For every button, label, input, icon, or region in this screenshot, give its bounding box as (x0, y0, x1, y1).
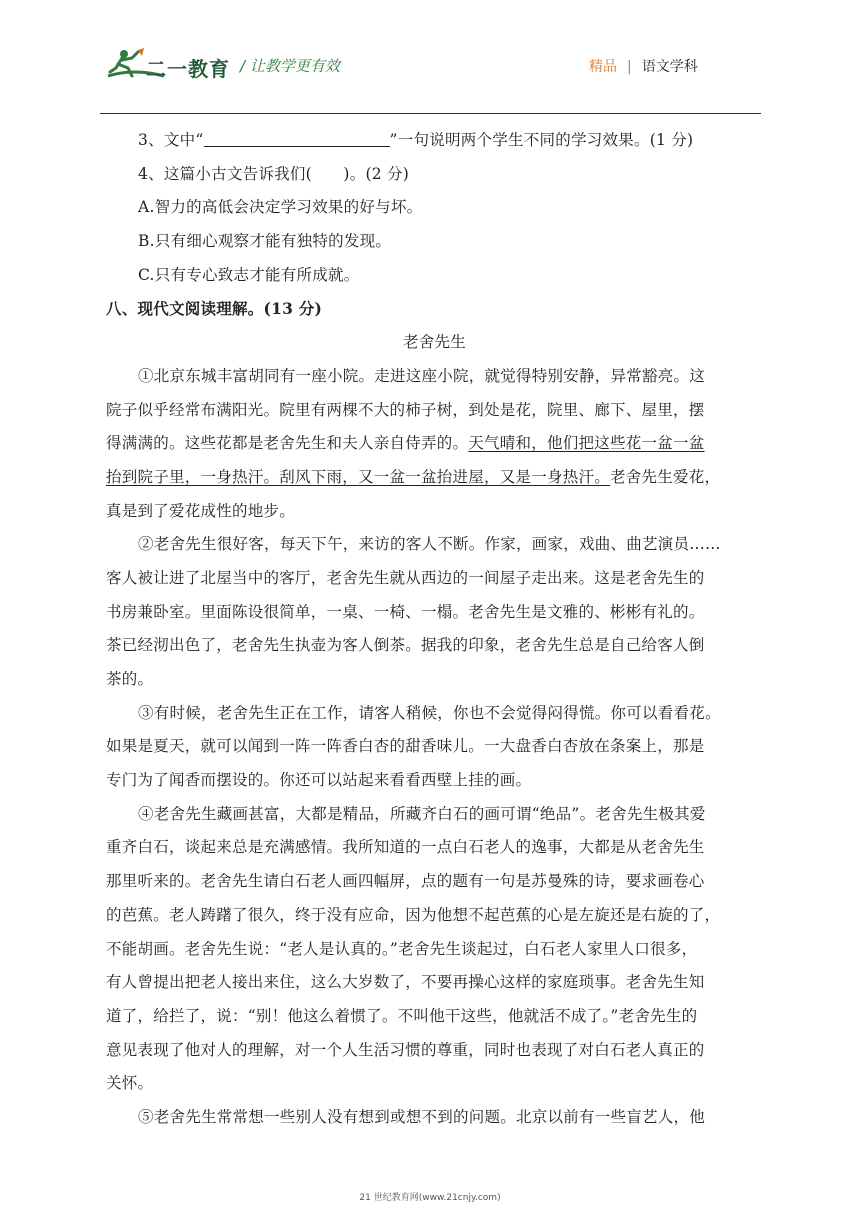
paragraph-line: 重齐白石，谈起来总是充满感情。我所知道的一点白石老人的逸事，大都是从老舍先生 (106, 838, 705, 857)
question-3: 3、文中“ ”一句说明两个学生不同的学习效果。(1 分) (106, 124, 763, 158)
slogan: / 让教学更有效 (240, 57, 340, 75)
option-a: A.智力的高低会决定学习效果的好与坏。 (138, 198, 423, 217)
underlined-sentence: 抬到院子里，一身热汗。刮风下雨，又一盆一盆抬进屋，又是一身热汗。 (106, 467, 611, 486)
paragraph-line: 茶已经沏出色了，老舍先生执壶为客人倒茶。据我的印象，老舍先生总是自己给客人倒 (106, 636, 705, 655)
answer-blank[interactable] (204, 128, 390, 147)
quality-tag: 精品 (589, 59, 617, 75)
paragraph-line: 道了，给拦了，说：“别！他这么着惯了。不叫他干这些，他就活不成了。”老舍先生的 (106, 1006, 698, 1025)
passage-title: 老舍先生 (402, 333, 466, 352)
header-tags (589, 56, 698, 76)
paragraph-line: ⑤老舍先生常常想一些别人没有想到或想不到的问题。北京以前有一些盲艺人，他 (138, 1107, 706, 1126)
page-header (0, 0, 860, 116)
underlined-sentence: 天气晴和，他们把这些花一盆一盆 (468, 434, 705, 453)
paragraph-line: 如果是夏天，就可以闻到一阵一阵香白杏的甜香味儿。一大盘香白杏放在条案上，那是 (106, 737, 705, 756)
paragraph-line: 意见表现了他对人的理解，对一个人生活习惯的尊重，同时也表现了对白石老人真正的 (106, 1040, 705, 1059)
paragraph-line: 院子似乎经常布满阳光。院里有两棵不大的柿子树，到处是花，院里、廊下、屋里，摆 (106, 400, 705, 419)
subject-tag: 语文学科 (641, 59, 698, 75)
paragraph-line: 客人被让进了北屋当中的客厅，老舍先生就从西边的一间屋子走出来。这是老舍先生的 (106, 568, 705, 587)
document-body (106, 124, 763, 1135)
paragraph-line: 抬到院子里，一身热汗。刮风下雨，又一盆一盆抬进屋，又是一身热汗。老舍先生爱花， (106, 467, 721, 486)
section-heading: 八、现代文阅读理解。(13 分) (106, 299, 323, 319)
paragraph-line: 有人曾提出把老人接出来住，这么大岁数了，不要再操心这样的家庭琐事。老舍先生知 (106, 973, 705, 992)
header-rule (100, 113, 761, 114)
paragraph-line: ②老舍先生很好客，每天下午，来访的客人不断。作家，画家，戏曲、曲艺演员…… (138, 535, 721, 554)
paragraph-line: 得满满的。这些花都是老舍先生和夫人亲自侍弄的。天气晴和，他们把这些花一盆一盆 (106, 434, 705, 453)
question-4: 4、这篇小古文告诉我们( )。(2 分) (138, 164, 410, 183)
paragraph-line: 书房兼卧室。里面陈设很简单，一桌、一椅、一榻。老舍先生是文雅的、彬彬有礼的。 (106, 602, 705, 621)
header-separator: | (627, 59, 632, 75)
paragraph-line: 那里听来的。老舍先生请白石老人画四幅屏，点的题有一句是苏曼殊的诗，要求画卷心 (106, 872, 705, 891)
paragraph-line: 专门为了闻香而摆设的。你还可以站起来看看西壁上挂的画。 (106, 771, 532, 790)
paragraph-line: 关怀。 (106, 1074, 154, 1093)
option-c: C.只有专心致志才能有所成就。 (138, 265, 360, 284)
paragraph-line: 真是到了爱花成性的地步。 (106, 501, 296, 520)
paragraph-line: ③有时候，老舍先生正在工作，请客人稍候，你也不会觉得闷得慌。你可以看看花。 (138, 703, 721, 722)
page-footer: 21 世纪教育网(www.21cnjy.com) (359, 1193, 501, 1203)
logo-text: 二一教育 (146, 57, 230, 81)
paragraph-line: ④老舍先生藏画甚富，大都是精品，所藏齐白石的画可谓“绝品”。老舍先生极其爱 (138, 804, 706, 823)
option-b: B.只有细心观察才能有独特的发现。 (138, 232, 392, 251)
paragraph-line: ①北京东城丰富胡同有一座小院。走进这座小院，就觉得特别安静，异常豁亮。这 (138, 366, 706, 385)
paragraph-line: 不能胡画。老舍先生说：“老人是认真的。”老舍先生谈起过，白石老人家里人口很多， (106, 939, 698, 958)
paragraph-line: 茶的。 (106, 670, 154, 688)
paragraph-line: 的芭蕉。老人踌躇了很久，终于没有应命，因为他想不起芭蕉的心是左旋还是右旋的了， (106, 905, 721, 924)
